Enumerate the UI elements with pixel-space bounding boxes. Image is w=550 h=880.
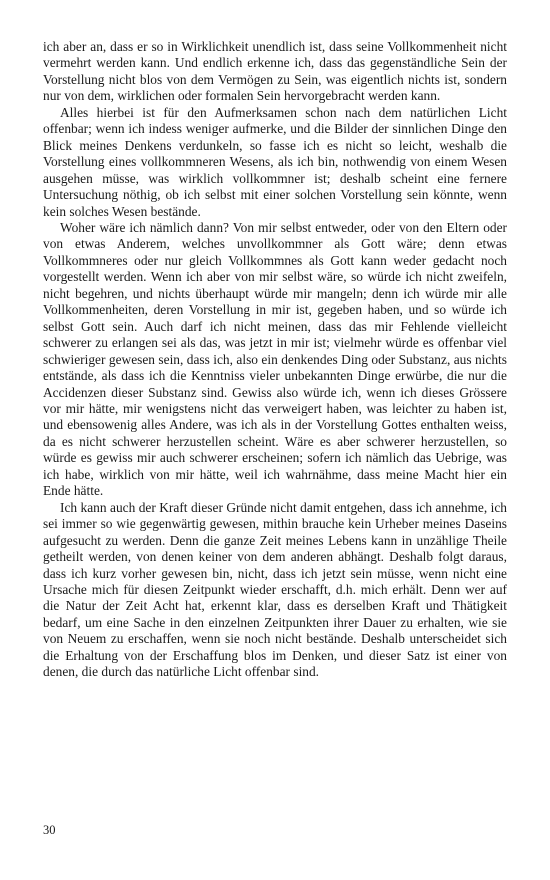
paragraph-origin-question: Woher wäre ich nämlich dann? Von mir selbst entweder, oder von den Eltern oder von etwas Anderem, welches unvollkommner als Gott wäre; denn etwas Vollkommneres oder nur gleich Vollkommnes als Gott kann weder gedacht noch vorgestellt werden. Wenn ich aber von mir selbst wäre, so würde ich nicht zweifeln, nicht begehren, und nichts überhaupt würde mir mangeln; denn ich würde mir alle Vollkommenheiten, deren Vorstellung in mir ist, gegeben haben, und so würde ich selbst Gott sein. Auch darf ich nicht meinen, dass das mir Fehlende vielleicht schwerer zu erlangen sei als das, was jetzt in mir ist; vielmehr würde es offenbar viel schwieriger gewesen sein, dass ich, also ein denkendes Ding oder Substanz, aus nichts entstände, als dass ich die Kenntniss vieler unbekannten Dinge erwürbe, die nur die Accidenzen dieser Substanz sind. Gewiss also würde ich, wenn ich dieses Grössere vor mir hätte, mir wenigstens nicht das verweigert haben, was leichter zu haben ist, und ebensowenig alles Andere, was ich als in der Vorstellung Gottes enthalten weiss, da es nicht schwerer herzustellen scheint. Wäre es aber schwerer herzustellen, so würde es gewiss mir auch schwerer erscheinen; sofern ich nämlich das Uebrige, was ich habe, wirklich von mir hätte, weil ich wahrnähme, dass meine Macht hier ein Ende hätte. [43, 219, 507, 499]
paragraph-natural-light: Alles hierbei ist für den Aufmerksamen schon nach dem natürlichen Licht offenbar; wenn ich indess weniger aufmerke, und die Bilder der sinnlichen Dinge den Blick meines Denkens verdunkeln, so fasse ich es nicht so leicht, weshalb die Vorstellung eines vollkommneren Wesens, als ich bin, nothwendig von einem Wesen ausgehen müsse, was wirklich vollkommner ist; deshalb scheint eine fernere Untersuchung nöthig, ob ich selbst mit einer solchen Vorstellung sein könnte, wenn kein solches Wesen bestände. [43, 104, 507, 219]
page-number: 30 [43, 823, 56, 837]
paragraph-continuation: ich aber an, dass er so in Wirklichkeit unendlich ist, dass seine Vollkommenheit nicht vermehrt werden kann. Und endlich erkenne ich, dass das gegenständliche Sein der Vorstellung nicht blos von dem Vermögen zu Sein, was eigentlich nichts ist, sondern nur von dem, wirklichen oder formalen Sein hervorgebracht werden kann. [43, 39, 507, 104]
paragraph-conservation: Ich kann auch der Kraft dieser Gründe nicht damit entgehen, dass ich annehme, ich sei immer so wie gegenwärtig gewesen, mithin brauche kein Urheber meines Daseins aufgesucht zu werden. Denn die ganze Zeit meines Lebens kann in unzählige Theile getheilt werden, von denen keiner von dem anderen abhängt. Deshalb folgt daraus, dass ich kurz vorher gewesen bin, nicht, dass ich jetzt sein müsse, wenn nicht eine Ursache mich für diesen Zeitpunkt wieder erschafft, d.h. mich erhält. Denn wer auf die Natur der Zeit Acht hat, erkennt klar, dass es derselben Kraft und Thätigkeit bedarf, um eine Sache in den einzelnen Zeitpunkten ihrer Dauer zu erhalten, wie sie von Neuem zu erschaffen, wenn sie noch nicht bestände. Deshalb unterscheidet sich die Erhaltung von der Erschaffung blos im Denken, und dieser Satz ist einer von denen, die durch das natürliche Licht offenbar sind. [43, 499, 507, 680]
page-body [43, 39, 507, 681]
